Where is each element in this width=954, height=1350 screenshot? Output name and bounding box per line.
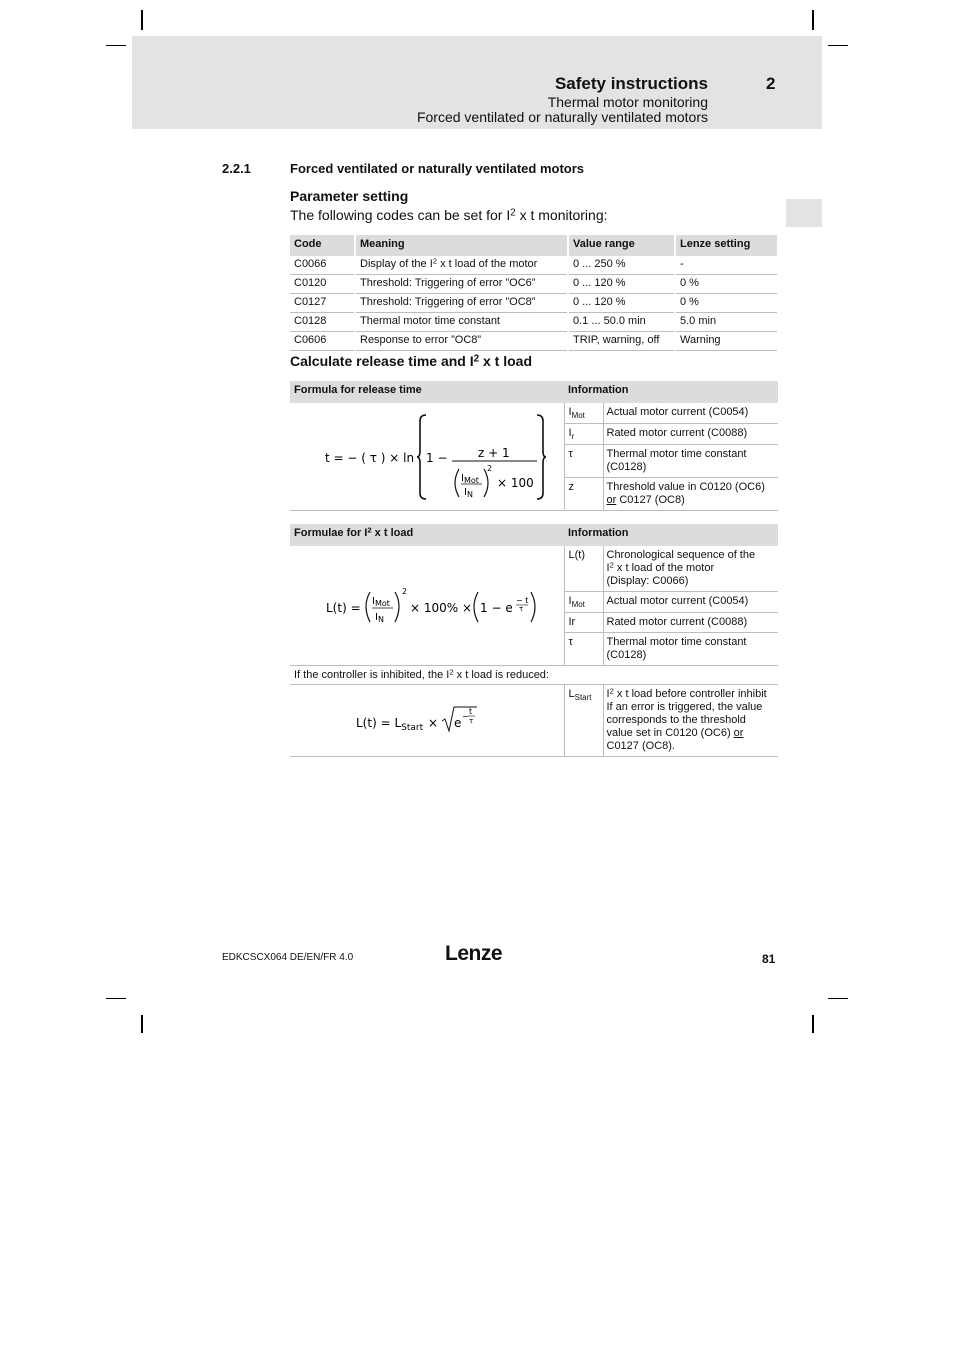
- table-row: [290, 546, 778, 592]
- calc-heading: Calculate release time and $I^2$ x t load: [290, 353, 532, 369]
- formula-mid: × 100% ×: [409, 600, 472, 615]
- meaning-cell: Display of the $I^2$ x t load of the motor: [355, 256, 568, 275]
- meaning-cell: Response to error ”OC8”: [355, 332, 568, 351]
- page-title: Safety instructions: [554, 74, 708, 93]
- formula-one-minus-e: 1 − e: [479, 600, 513, 615]
- codes-table: [290, 235, 777, 351]
- formula-exponent: 2: [486, 463, 492, 473]
- frac-imot: $I_{Mot}$: [460, 472, 479, 485]
- meaning-cell: Thermal motor time constant: [355, 313, 568, 332]
- formula-times-100: × 100: [496, 475, 534, 490]
- parameter-heading: Parameter setting: [290, 188, 409, 204]
- lenze-cell: 5.0 min: [675, 313, 777, 332]
- crop-mark: [828, 998, 848, 999]
- table-header-row: [290, 381, 778, 403]
- section-title: Forced ventilated or naturally ventilated motors: [290, 161, 585, 176]
- info-cell: Rated motor current (C0088): [603, 424, 778, 445]
- column-header: Information: [564, 524, 778, 546]
- symbol-cell: τ: [564, 633, 603, 666]
- paren-right: [484, 469, 488, 497]
- table-row: [290, 666, 778, 685]
- info-cell: Chronological sequence of the $I^2$ x t load of the motor (Display: C0066): [603, 546, 778, 592]
- load-table: [290, 524, 778, 757]
- range-cell: 0 ... 120 %: [568, 294, 675, 313]
- table-row: [290, 275, 777, 294]
- table-header-row: [290, 235, 777, 256]
- inhibit-note: If the controller is inhibited, the $I^2$ x t load is reduced:: [290, 666, 778, 685]
- range-cell: 0.1 ... 50.0 min: [568, 313, 675, 332]
- symbol-cell: z: [564, 478, 603, 511]
- table-row: [290, 256, 777, 275]
- table-row: [290, 313, 777, 332]
- table-row: [290, 332, 777, 351]
- load-formula: [290, 546, 564, 666]
- page-subtitle: Thermal motor monitoring: [547, 94, 708, 110]
- info-cell: Thermal motor time constant (C0128): [603, 445, 778, 478]
- exp-numerator: − t: [515, 595, 529, 605]
- paren-left: [474, 592, 478, 622]
- release-formula-graphic: [307, 411, 547, 503]
- release-time-table: [290, 381, 778, 511]
- symbol-cell: $L_{Start}$: [564, 685, 603, 757]
- column-header: Information: [564, 381, 778, 403]
- page-number: 81: [762, 952, 776, 966]
- table-header-row: [290, 524, 778, 546]
- code-cell: C0127: [290, 294, 355, 313]
- info-cell: Thermal motor time constant (C0128): [603, 633, 778, 666]
- table-row: [290, 294, 777, 313]
- info-cell: Threshold value in C0120 (OC6) or C0127 (OC8): [603, 478, 778, 511]
- paren-left: [455, 469, 459, 497]
- formula-one-minus: 1 −: [425, 450, 448, 465]
- formula-e: e: [453, 715, 462, 730]
- info-cell: Rated motor current (C0088): [603, 613, 778, 633]
- paren-right: [395, 592, 399, 622]
- crop-mark: [106, 45, 126, 46]
- exp-denominator: τ: [518, 604, 523, 613]
- lenze-cell: 0 %: [675, 294, 777, 313]
- code-cell: C0128: [290, 313, 355, 332]
- release-time-formula: [290, 403, 564, 511]
- load-formula-graphic: [312, 580, 542, 632]
- range-cell: 0 ... 120 %: [568, 275, 675, 294]
- symbol-cell: $I_{Mot}$: [564, 592, 603, 613]
- range-cell: TRIP, warning, off: [568, 332, 675, 351]
- table-row: [290, 685, 778, 757]
- chapter-number: 2: [766, 74, 776, 93]
- code-cell: C0066: [290, 256, 355, 275]
- exp-denominator: τ: [468, 716, 473, 725]
- paren-right: [531, 592, 535, 622]
- intro-text: The following codes can be set for $I^2$ x t monitoring:: [290, 207, 608, 223]
- symbol-cell: τ: [564, 445, 603, 478]
- right-brace: [537, 415, 546, 499]
- frac-in: $I_N$: [374, 611, 384, 624]
- column-header: Meaning: [355, 235, 568, 256]
- formula-lhs: $L(t) = L_{Start}$: [355, 715, 423, 733]
- chapter-tab-marker: [786, 199, 822, 227]
- lenze-cell: -: [675, 256, 777, 275]
- formula-lhs: t = − ( τ ) × ln: [324, 450, 414, 465]
- lenze-logo: Lenze: [445, 942, 503, 965]
- page-subtitle: Forced ventilated or naturally ventilated motors: [416, 109, 708, 125]
- formula-exponent: 2: [401, 586, 407, 596]
- column-header: Formulae for $I^2$ x t load: [290, 524, 564, 546]
- code-cell: C0606: [290, 332, 355, 351]
- table-row: [290, 403, 778, 424]
- reduced-formula-graphic: [352, 701, 502, 741]
- formula-numerator: z + 1: [477, 445, 510, 460]
- column-header: Lenze setting: [675, 235, 777, 256]
- section-number: 2.2.1: [222, 161, 251, 176]
- lenze-cell: 0 %: [675, 275, 777, 294]
- info-cell: $I^2$ x t load before controller inhibit If an error is triggered, the value corresponds to the threshold value set in C0120 (OC6) or C0127 (OC8).: [603, 685, 778, 757]
- code-cell: C0120: [290, 275, 355, 294]
- column-header: Code: [290, 235, 355, 256]
- crop-mark: [828, 45, 848, 46]
- crop-mark: [106, 998, 126, 999]
- exp-sign: −: [461, 711, 469, 721]
- meaning-cell: Threshold: Triggering of error ”OC8”: [355, 294, 568, 313]
- formula-lhs: L(t) =: [325, 600, 361, 615]
- info-cell: Actual motor current (C0054): [603, 403, 778, 424]
- symbol-cell: L(t): [564, 546, 603, 592]
- exp-numerator: t: [468, 706, 472, 716]
- frac-imot: $I_{Mot}$: [371, 595, 390, 608]
- crop-mark: [812, 1015, 814, 1033]
- column-header: Formula for release time: [290, 381, 564, 403]
- crop-mark: [141, 10, 143, 30]
- lenze-cell: Warning: [675, 332, 777, 351]
- meaning-cell: Threshold: Triggering of error ”OC6”: [355, 275, 568, 294]
- formula-times: ×: [427, 715, 438, 730]
- column-header: Value range: [568, 235, 675, 256]
- crop-mark: [812, 10, 814, 30]
- symbol-cell: $I_{Mot}$: [564, 403, 603, 424]
- crop-mark: [141, 1015, 143, 1033]
- document-code: EDKCSCX064 DE/EN/FR 4.0: [222, 952, 354, 963]
- info-cell: Actual motor current (C0054): [603, 592, 778, 613]
- left-brace: [417, 415, 426, 499]
- symbol-cell: $I_r$: [564, 424, 603, 445]
- range-cell: 0 ... 250 %: [568, 256, 675, 275]
- paren-left: [366, 592, 370, 622]
- frac-in: $I_N$: [463, 486, 473, 499]
- symbol-cell: Ir: [564, 613, 603, 633]
- reduced-load-formula: [290, 685, 564, 757]
